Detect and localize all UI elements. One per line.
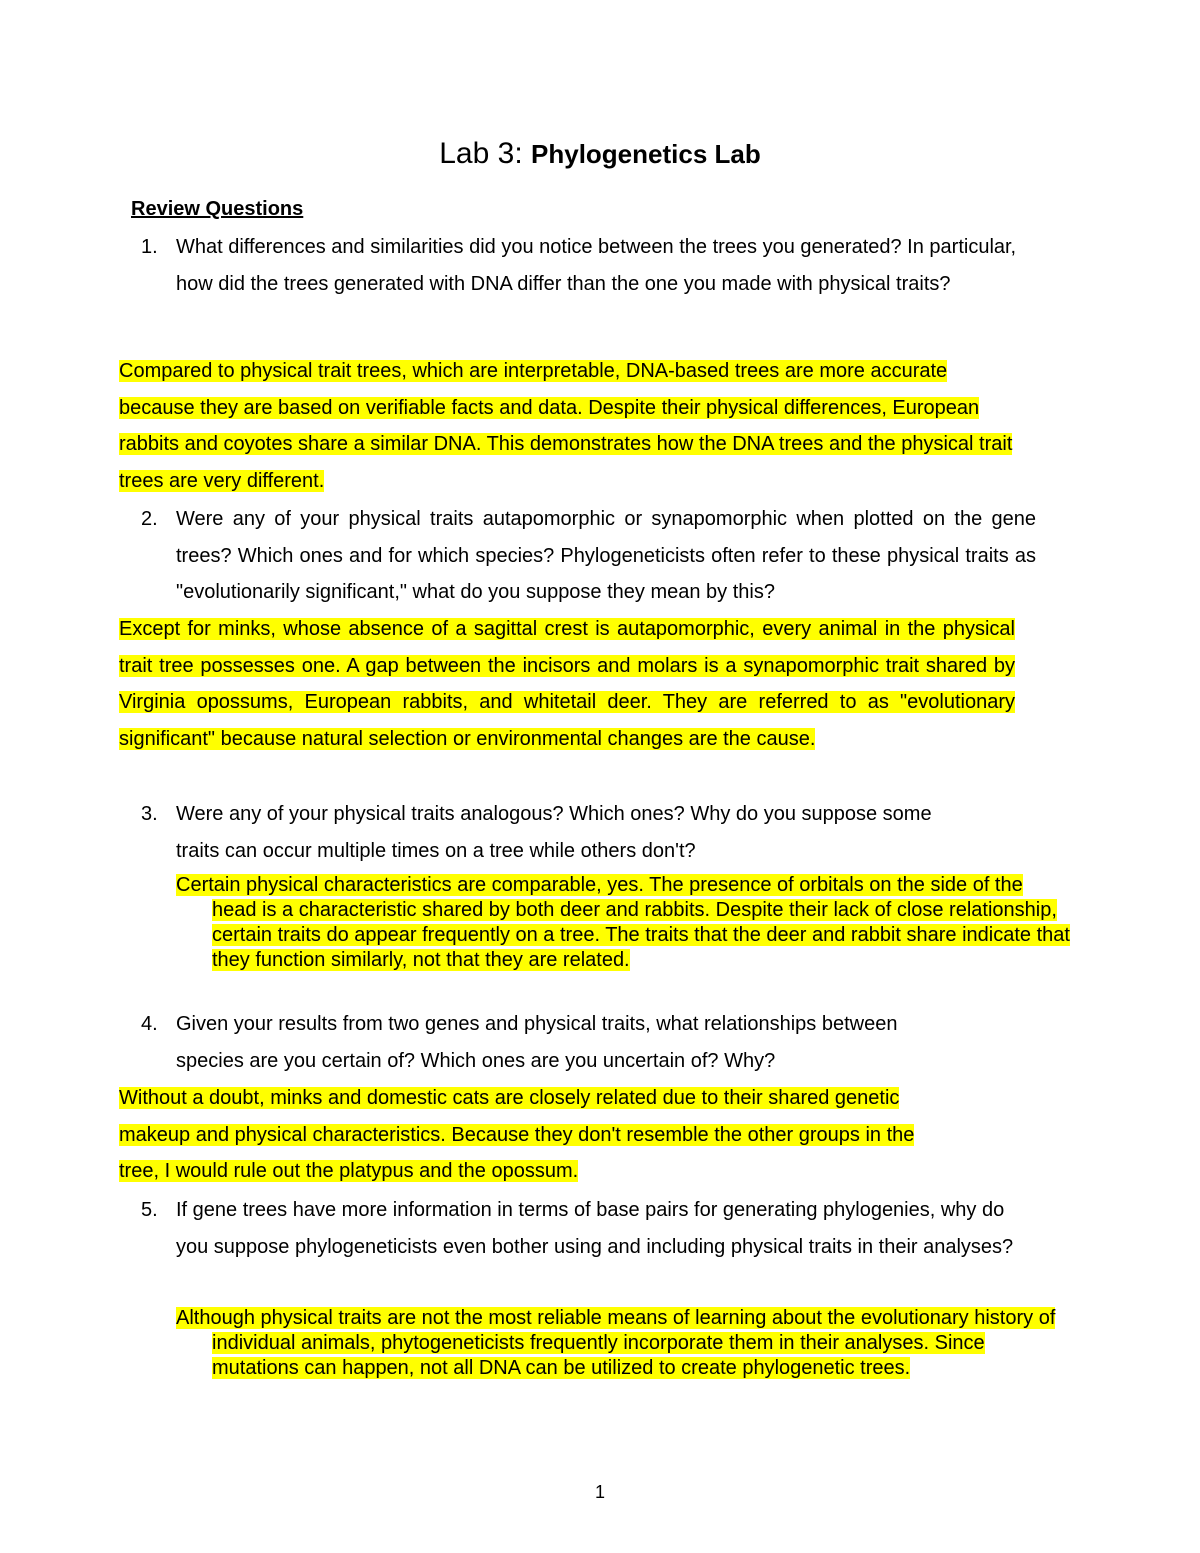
answer-text: Compared to physical trait trees, which are interpretable, DNA-based trees are more accurate because they are based on verifiable facts and data. Despite their physical differences, European rabbits and coyotes share a similar DNA. This demonstrates how the DNA trees and the physical trait trees are very different. [119, 360, 1013, 492]
answer-4 [119, 1080, 929, 1190]
question-3 [141, 796, 946, 869]
question-1 [141, 229, 1036, 302]
answer-text: Without a doubt, minks and domestic cats are closely related due to their shared genetic makeup and physical characteristics. Because they don't resemble the other groups in the tree, I would rule out the platypus and the opossum. [119, 1087, 915, 1182]
question-text: If gene trees have more information in terms of base pairs for generating phylogenies, why do you suppose phylogeneticists even bother using and including physical traits in their analyses? [176, 1199, 1014, 1258]
answer-text: Except for minks, whose absence of a sagittal crest is autapomorphic, every animal in the physical trait tree possesses one. A gap between the incisors and molars is a synapomorphic trait shared by Virginia opossums, European rabbits, and whitetail deer. They are referred to as "evolutionary significant" because natural selection or environmental changes are the cause. [119, 618, 1015, 750]
answer-text: Certain physical characteristics are comparable, yes. The presence of orbitals on the side of the head is a characteristic shared by both deer and rabbits. Despite their lack of close relationship, certain traits do appear frequently on a tree. The traits that the deer and rabbit share indicate that they function similarly, not that they are related. [176, 874, 1070, 971]
answer-text: Although physical traits are not the most reliable means of learning about the evolutionary history of individual animals, phytogeneticists frequently incorporate them in their analyses. Since mutations can happen, not all DNA can be utilized to create phylogenetic trees. [176, 1307, 1056, 1379]
question-number: 4. [141, 1013, 158, 1035]
question-text: What differences and similarities did you notice between the trees you generated? In particular, how did the trees generated with DNA differ than the one you made with physical traits? [176, 236, 1017, 295]
answer-1 [119, 353, 1019, 499]
question-2 [141, 501, 1036, 611]
question-number: 5. [141, 1199, 158, 1221]
answer-5 [176, 1306, 1072, 1381]
question-text: Were any of your physical traits autapomorphic or synapomorphic when plotted on the gene trees? Which ones and for which species? Phylogeneticists often refer to these physical traits as "evolutionarily significant," what do you suppose they mean by this? [176, 508, 1036, 603]
question-number: 2. [141, 508, 158, 530]
question-number: 3. [141, 803, 158, 825]
title-lab: Lab 3: [439, 137, 523, 170]
question-number: 1. [141, 236, 158, 258]
question-4 [141, 1006, 916, 1079]
title-subject: Phylogenetics Lab [531, 139, 761, 169]
question-text: Given your results from two genes and physical traits, what relationships between species are you certain of? Which ones are you uncertain of? Why? [176, 1013, 898, 1072]
section-heading: Review Questions [131, 198, 304, 220]
answer-3 [176, 873, 1072, 973]
question-5 [141, 1192, 1016, 1265]
page-title [0, 136, 1200, 172]
question-text: Were any of your physical traits analogous? Which ones? Why do you suppose some traits can occur multiple times on a tree while others don't? [176, 803, 932, 862]
page-number: 1 [594, 1482, 605, 1502]
answer-2 [119, 611, 1015, 757]
